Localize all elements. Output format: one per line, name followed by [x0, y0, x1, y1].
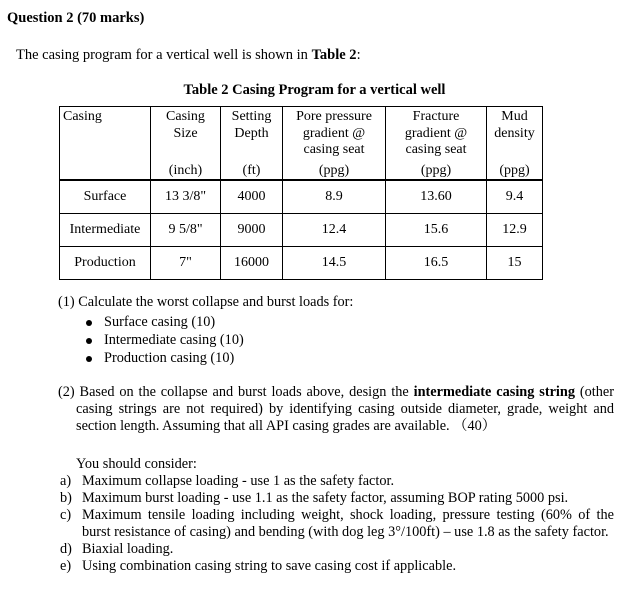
header-casing: Casing	[60, 107, 151, 181]
header-setting-depth: Setting Depth (ft)	[221, 107, 283, 181]
list-item: d) Biaxial loading.	[60, 541, 174, 557]
list-marker: b)	[60, 490, 72, 506]
header-casing-size: Casing Size (inch)	[151, 107, 221, 181]
cell-casing: Production	[60, 247, 151, 280]
cell-casing: Surface	[60, 180, 151, 214]
table-caption: Table 2 Casing Program for a vertical well	[183, 82, 446, 98]
list-item: b) Maximum burst loading - use 1.1 as the safety factor, assuming BOP rating 5000 psi.	[60, 490, 569, 506]
header-pore-pressure-unit: (ppg)	[318, 162, 350, 178]
header-setting-depth-unit: (ft)	[242, 162, 261, 178]
header-fracture-gradient: Fracture gradient @ casing seat (ppg)	[386, 107, 487, 181]
cell-mud: 12.9	[487, 214, 543, 247]
casing-program-table	[59, 106, 543, 280]
bullet-icon	[86, 356, 92, 362]
cell-size: 9 5/8"	[151, 214, 221, 247]
intro-suffix: :	[356, 47, 361, 63]
intro-table-ref: Table 2	[311, 47, 357, 63]
cell-size: 13 3/8"	[151, 180, 221, 214]
intro-prefix: The casing program for a vertical well is shown in	[16, 47, 312, 63]
list-marker: c)	[60, 507, 72, 523]
list-marker: a)	[60, 473, 72, 489]
table-header-row	[60, 107, 543, 181]
list-marker: e)	[60, 558, 72, 574]
part2-suffix: (other casing strings are not required) by identifying casing outside diameter, grade, weight and section length. Assuming that all API casing grades are available. （40）	[76, 384, 614, 434]
cell-size: 7"	[151, 247, 221, 280]
list-marker: d)	[60, 541, 72, 557]
cell-pore: 12.4	[283, 214, 386, 247]
bullet-icon	[86, 338, 92, 344]
cell-mud: 9.4	[487, 180, 543, 214]
considerations-list	[58, 473, 614, 575]
cell-depth: 16000	[221, 247, 283, 280]
list-item: Production casing (10)	[86, 350, 244, 368]
cell-fracture: 13.60	[386, 180, 487, 214]
header-casing-size-unit: (inch)	[168, 162, 203, 178]
cell-fracture: 16.5	[386, 247, 487, 280]
bullet-icon	[86, 320, 92, 326]
table-row	[60, 180, 543, 214]
header-pore-pressure: Pore pressure gradient @ casing seat (ppg)	[283, 107, 386, 181]
list-item: a) Maximum collapse loading - use 1 as the safety factor.	[60, 473, 395, 489]
part1-list	[86, 314, 244, 368]
cell-mud: 15	[487, 247, 543, 280]
list-item: Intermediate casing (10)	[86, 332, 244, 350]
intro-text	[16, 47, 361, 64]
cell-pore: 14.5	[283, 247, 386, 280]
header-fracture-gradient-unit: (ppg)	[420, 162, 452, 178]
header-mud-density: Mud density (ppg)	[487, 107, 543, 181]
part1-question: (1) Calculate the worst collapse and burst loads for:	[58, 294, 354, 310]
part2-prefix: (2) Based on the collapse and burst loads above, design the	[58, 384, 414, 400]
cell-depth: 4000	[221, 180, 283, 214]
question-title: Question 2 (70 marks)	[7, 10, 145, 26]
cell-pore: 8.9	[283, 180, 386, 214]
cell-casing: Intermediate	[60, 214, 151, 247]
list-item: e) Using combination casing string to save casing cost if applicable.	[60, 558, 457, 574]
cell-depth: 9000	[221, 214, 283, 247]
cell-fracture: 15.6	[386, 214, 487, 247]
part2-question	[58, 384, 614, 435]
part2-emphasis: intermediate casing string	[413, 384, 575, 400]
list-item: c) Maximum tensile loading including weight, shock loading, pressure testing (60% of the burst resistance of casing) and bending (with dog leg 3°/100ft) – use 1.8 as the safety factor.	[60, 507, 614, 540]
header-mud-density-unit: (ppg)	[499, 162, 530, 178]
table-row	[60, 214, 543, 247]
consider-intro: You should consider:	[76, 456, 197, 472]
list-item: Surface casing (10)	[86, 314, 244, 332]
table-row	[60, 247, 543, 280]
